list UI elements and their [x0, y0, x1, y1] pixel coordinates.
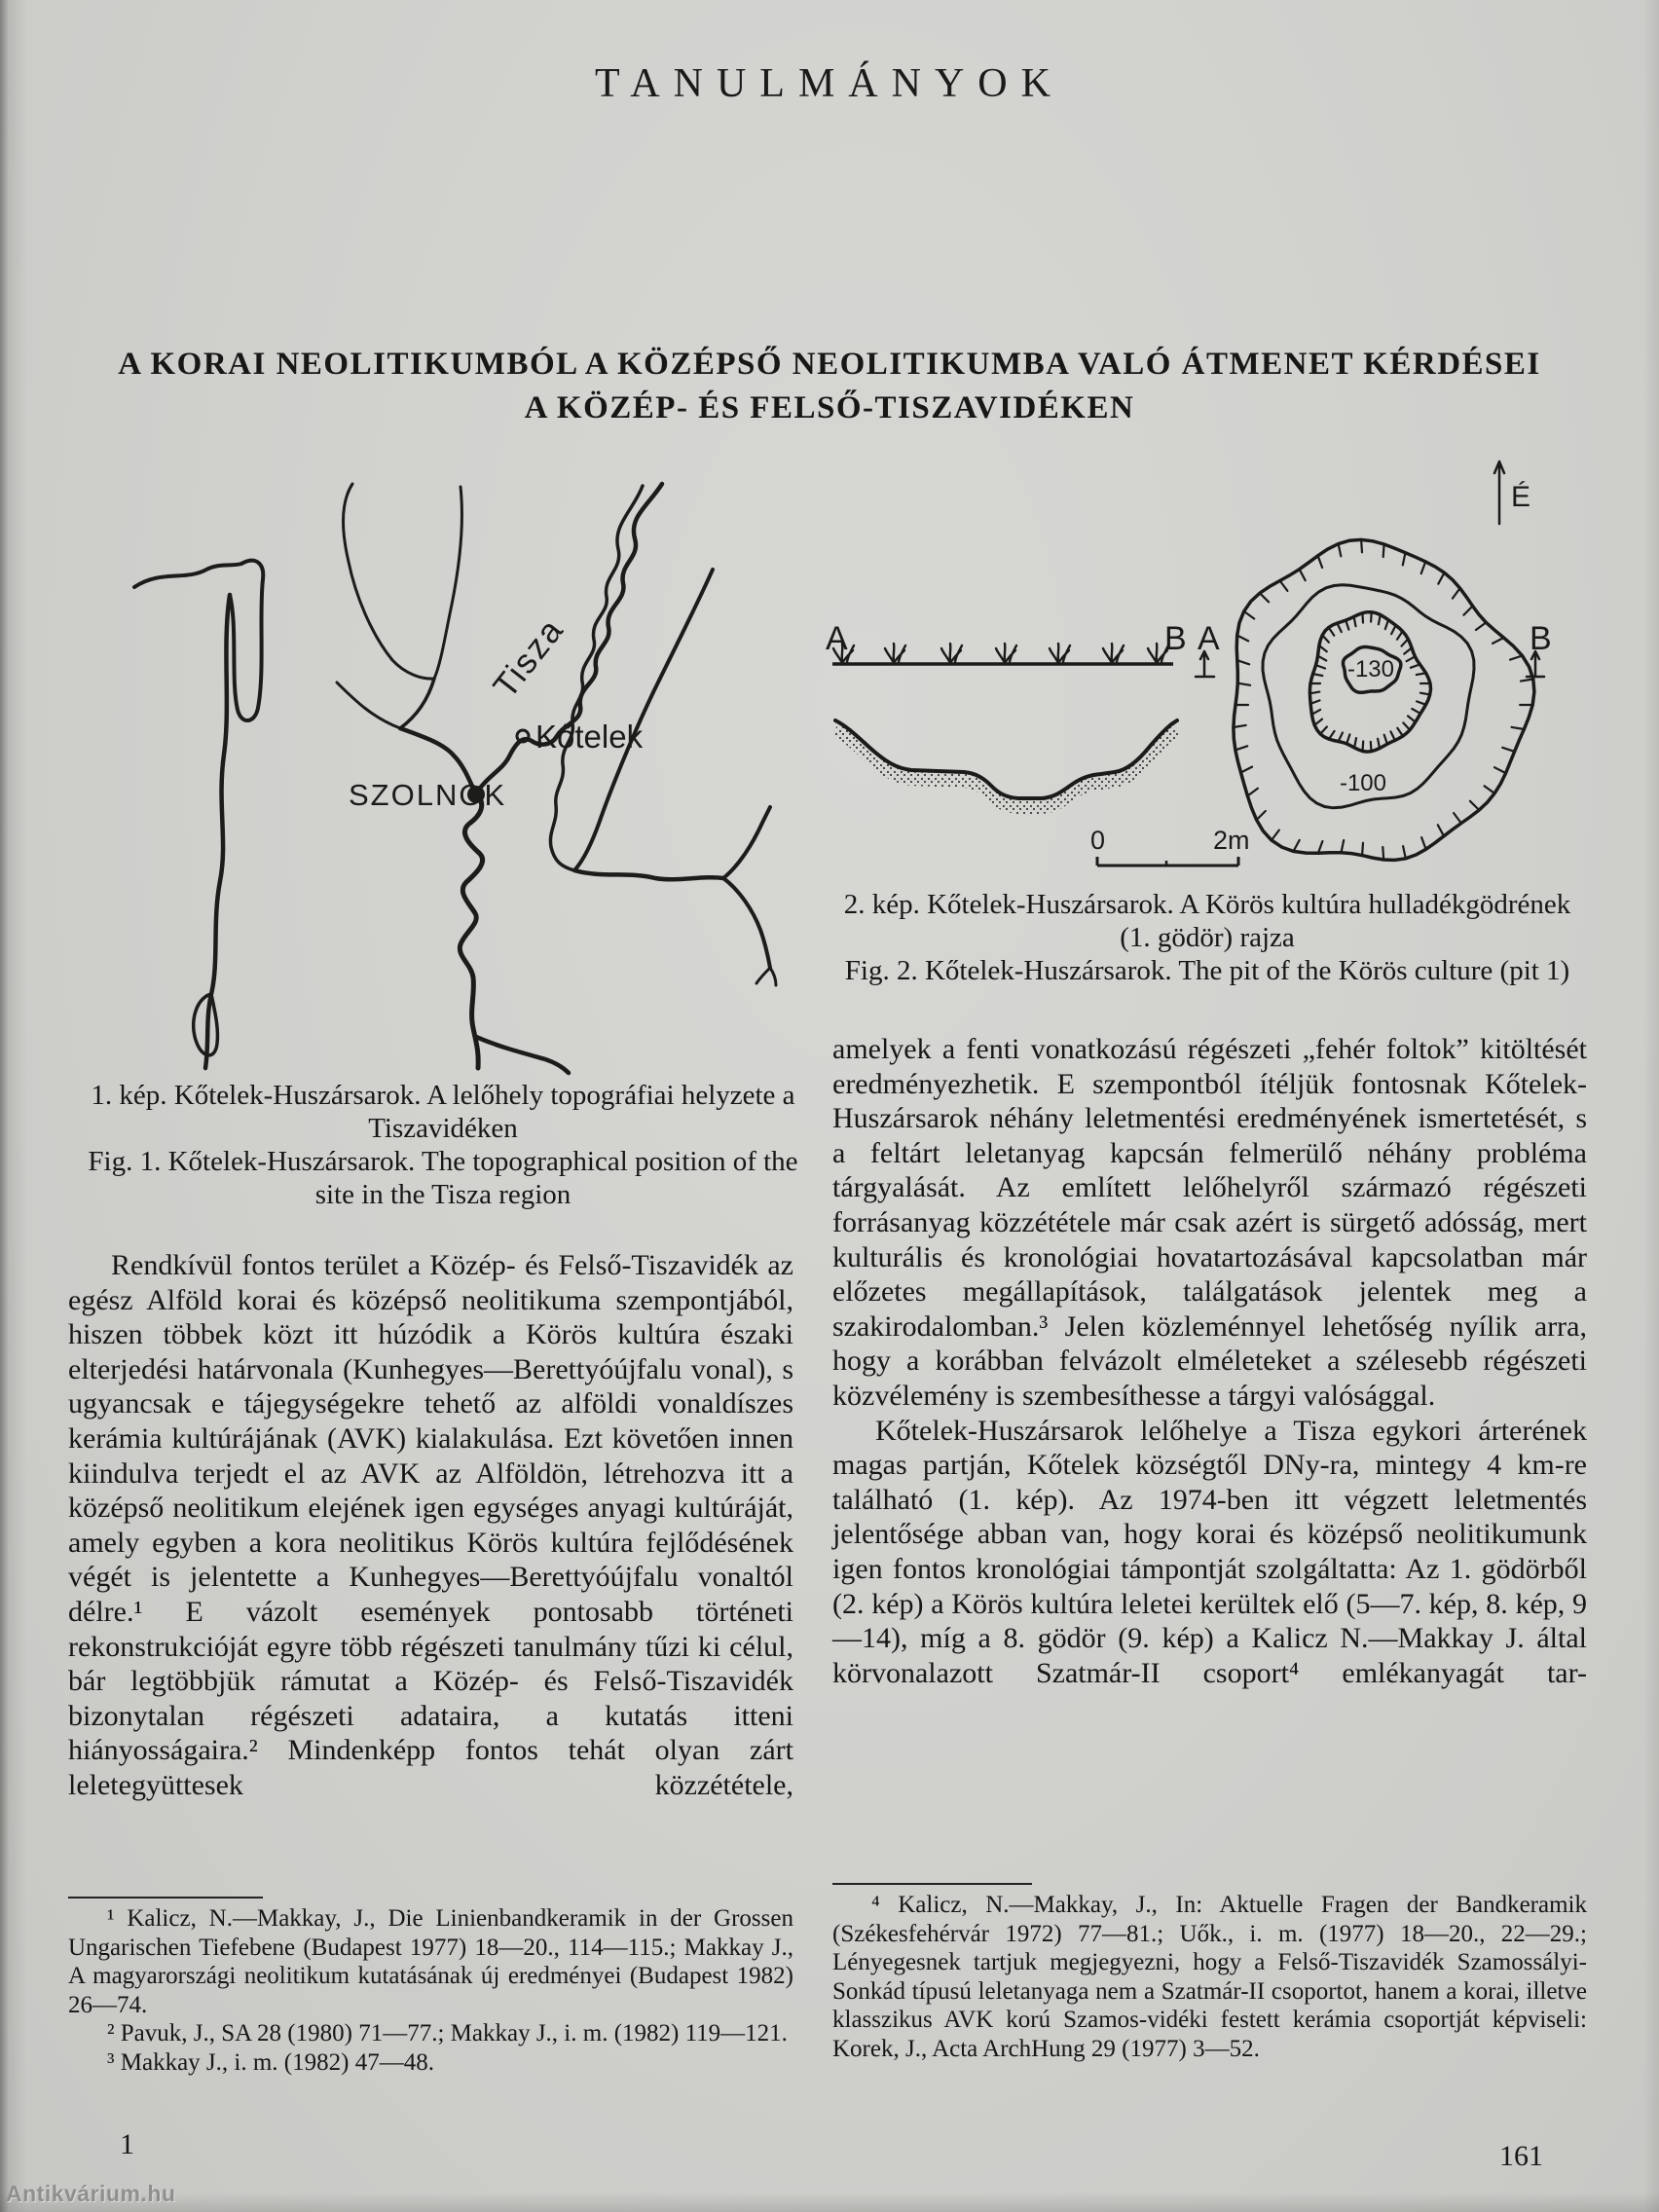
body-right-column: [832, 1032, 1587, 1690]
north-label: É: [1511, 481, 1531, 513]
footnote-rule-right: [832, 1883, 1032, 1885]
footnote-1: ¹ Kalicz, N.—Makkay, J., Die Linienbandkeramik in der Grossen Ungarischen Tiefebene (Budapest 1977) 18—20., 114—115.; Makkay J., A magyarországi neolitikum kutatásának új eredményei (Budapest 1982) 26—74.: [68, 1905, 793, 2018]
depth-label-outer: -100: [1339, 770, 1387, 796]
map-label-river: Tisza: [486, 610, 571, 706]
figure2-caption: [828, 888, 1587, 987]
pit-profile-line: [835, 720, 1177, 798]
map-label-site: Kőtelek: [535, 719, 644, 755]
page-number-left: 1: [120, 2128, 134, 2160]
figure2-caption-en: Fig. 2. Kőtelek-Huszársarok. The pit of the Körös culture (pit 1): [844, 955, 1570, 986]
figure1-map: [117, 472, 798, 1076]
footnote-4: ⁴ Kalicz, N.—Makkay, J., In: Aktuelle Fragen der Bandkeramik (Székesfehérvár 1972) 77—81.; Uők., i. m. (1977) 18—20., 22—29.; Lényegesnek tartjuk megjegyezni, hogy a Felső-Tiszavidék Szamossályi-Sonkád típusú leletanyaga nem a Szatmár-II csoportot, hanem a korai, illetve klasszikus AVK korú Szamos-vidéki festett kerámia csoportját képviseli: Korek, J., Acta ArchHung 29 (1977) 3—52.: [832, 1892, 1587, 2062]
figure1-caption-en: Fig. 1. Kőtelek-Huszársarok. The topographical position of the site in the Tisza region: [88, 1146, 798, 1210]
pit-cross-section: [826, 620, 1187, 807]
journal-section-header: TANULMÁNYOK: [595, 61, 1064, 106]
page-number-right: 161: [1499, 2140, 1543, 2172]
paragraph: amelyek a fenti vonatkozású régészeti „fehér foltok” kitöltését eredményezhetik. E szempontból ítéljük fontosnak Kőtelek-Huszársarok néhány leletmentési eredményének ismertetését, s a feltárt leletanyag kapcsán felmerülő néhány probléma tárgyalását. Az említett lelőhelyről származó régészeti forrásanyag közzététele már csak azért is sürgető adósság, mert kulturális és kronológiai hovatartozásával kapcsolatban már előzetes megállapítások, találgatások jelentek meg a szakirodalomban.³ Jelen közleménnyel lehetőség nyílik arra, hogy a korábban felvázolt elméleteket a szélesebb régészeti közvélemény is szembesíthesse a tárgyi valósággal.: [832, 1033, 1587, 1412]
paragraph: Rendkívül fontos terület a Közép- és Felső-Tiszavidék az egész Alföld korai és középső neolitikuma szempontjából, hiszen többek közt itt húzódik a Körös kultúra északi elterjedési határvonala (Kunhegyes—Berettyóújfalu vonal), s ugyancsak e tájegységekre tehető az alföldi vonaldíszes kerámia kultúrájának (AVK) kialakulása. Ezt követően innen kiindulva terjedt el az AVK az Alföldön, létrehozva itt a középső neolitikum elejének igen egységes anyagi kultúráját, amely egyben a kora neolitikus Körös kultúra fejlődésének végét is jelentette a Kunhegyes—Berettyóújfalu vonaltól délre.¹ E vázolt események pontosabb történeti rekonstrukcióját egyre több régészeti tanulmány tűzi ki célul, bár legtöbbjük rámutat a Közép- és Felső-Tiszavidék bizonytalan régészeti adataira, a kutatás itteni hiányosságaira.² Mindenképp fontos tehát olyan zárt leletegyüttesek közzététele,: [68, 1249, 793, 1801]
map-label-city: SZOLNOK: [349, 778, 507, 812]
grass-tuft-icon: [1103, 644, 1124, 663]
footnotes-right: [832, 1891, 1587, 2063]
scale-bar: [1097, 857, 1238, 866]
article-title-line2: A KÖZÉP- ÉS FELSŐ-TISZAVIDÉKEN: [524, 390, 1135, 425]
plan-label-b: B: [1530, 620, 1552, 657]
section-label-b: B: [1164, 620, 1187, 657]
section-label-a: A: [826, 620, 848, 657]
article-title-line1: A KORAI NEOLITIKUMBÓL A KÖZÉPSŐ NEOLITIKUMBA VALÓ ÁTMENET KÉRDÉSEI: [118, 347, 1541, 382]
footnote-rule-left: [68, 1897, 263, 1899]
grass-tuft-icon: [885, 644, 905, 663]
footnotes-left: [68, 1904, 793, 2077]
figure1-caption: [73, 1079, 813, 1211]
scale-label-zero: 0: [1090, 826, 1106, 855]
grass-tuft-icon: [1050, 644, 1070, 663]
pit-plan-view: [1234, 539, 1534, 860]
figure2-caption-hu: 2. kép. Kőtelek-Huszársarok. A Körös kultúra hulladékgödrének (1. gödör) rajza: [843, 889, 1571, 953]
north-arrow-icon: [1494, 461, 1504, 524]
figure2-pit-drawing: [818, 450, 1558, 883]
scale-label-end: 2m: [1213, 826, 1250, 855]
grass-tuft-icon: [996, 644, 1016, 663]
plan-label-a: A: [1198, 620, 1220, 657]
figure1-caption-hu: 1. kép. Kőtelek-Huszársarok. A lelőhely topográfiai helyzete a Tiszavidéken: [91, 1080, 795, 1144]
article-title: [0, 343, 1659, 430]
depth-label-inner: -130: [1346, 656, 1395, 682]
grass-tuft-icon: [941, 644, 962, 663]
watermark: Antikvárium.hu: [6, 2181, 176, 2206]
body-left-column: [68, 1248, 793, 1803]
footnote-3: ³ Makkay J., i. m. (1982) 47—48.: [107, 2048, 434, 2076]
paragraph: Kőtelek-Huszársarok lelőhelye a Tisza egykori árterének magas partján, Kőtelek községtől DNy-ra, mintegy 4 km-re található (1. kép). Az 1974-ben itt végzett leletmentés jelentősége abban van, hogy korai és középső neolitikumunk igen fontos kronológiai támpontját szolgáltatta: Az 1. gödörből (2. kép) a Körös kultúra leletei kerültek elő (5—7. kép, 8. kép, 9—14), míg a 8. gödör (9. kép) a Kalicz N.—Makkay J. által körvonalazott Szatmár-II csoport⁴ emlékanyagát tar-: [832, 1414, 1587, 1689]
footnote-2: ² Pavuk, J., SA 28 (1980) 71—77.; Makkay J., i. m. (1982) 119—121.: [107, 2020, 788, 2046]
